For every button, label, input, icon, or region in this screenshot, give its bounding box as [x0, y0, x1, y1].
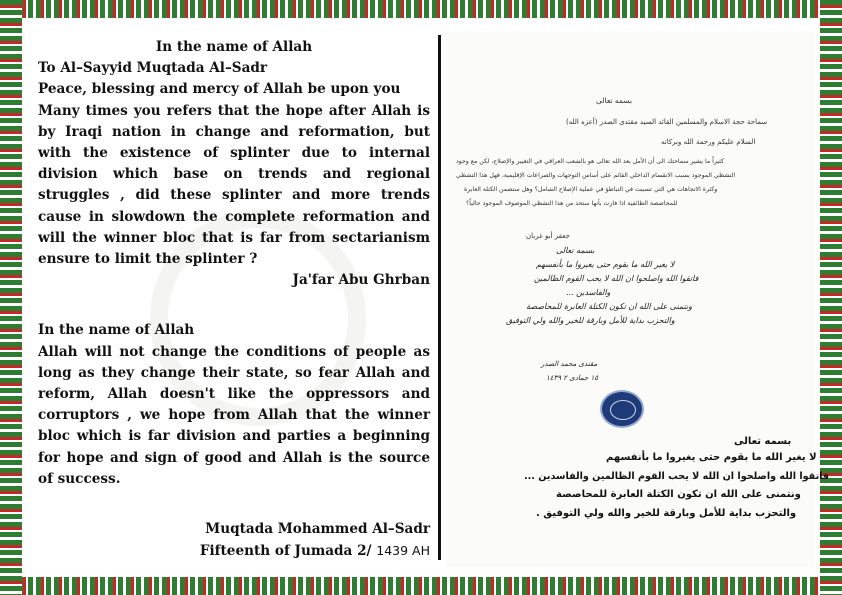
arabic-document-image — [446, 32, 830, 567]
doc-handwritten-line: لا يغير الله ما بقوم حتى يغيروا ما بأنفسهم — [536, 260, 675, 269]
doc-greeting: السلام عليكم ورحمة الله وبركاته — [661, 138, 756, 146]
doc-salutation: سماحة حجة الاسلام والمسلمين القائد السيد مقتدى الصدر (أعزه الله) — [566, 118, 768, 126]
question-body: Many times you refers that the hope after Allah is by Iraqi nation in change and reformation, but with the existence of splinter due to internal division which base on trends and regional struggles , did these splinter and more trends cause in slowdown the complete reformation and will the winner bloc that is far from sectarianism ensure to limit the splinter ? — [38, 102, 430, 268]
doc-basmala: بسمه تعالى — [596, 96, 633, 105]
answer-signature-name: Muqtada Mohammed Al–Sadr — [205, 521, 430, 538]
doc-printed-line: فاتقوا الله واصلحوا ان الله لا يحب القوم الظالمين والفاسدين ... — [524, 471, 830, 482]
english-translation — [38, 37, 430, 562]
question-greeting: Peace, blessing and mercy of Allah be upon you — [38, 81, 401, 98]
answer-date — [38, 540, 430, 562]
doc-question-line: التشظي الموجود بسبب الانقسام الداخلي القائم على أساس التوجهات والصراعات الإقليمية، فهل هذا التشظي — [456, 172, 736, 179]
question-signature: Ja'far Abu Ghrban — [292, 272, 430, 289]
doc-handwritten-date: ١٥ جمادى ٢ ١٤٣٩ — [546, 374, 599, 382]
answer-body: Allah will not change the conditions of people as long as they change their state, so fear Allah and reform, Allah doesn't like the oppressors and corruptors , we hope from Allah that the winner bloc which is far division and parties a beginning for hope and sign of good and Allah is the source of success. — [38, 343, 430, 487]
decorative-border-top — [0, 0, 842, 18]
decorative-border-left — [0, 0, 22, 595]
doc-printed-line: والتحزب بداية للأمل وبارقة للخير والله ولي التوفيق . — [536, 508, 797, 519]
doc-question-line: للمحاصصة الطائفية اذا فازت بأنها ستحد من هذا التشظي الموصوف الموجود حالياً؟ — [466, 200, 678, 207]
doc-handwritten-line: والفاسدين ... — [566, 288, 611, 297]
column-divider — [438, 35, 441, 560]
decorative-border-bottom — [0, 577, 842, 595]
doc-handwritten-signature: مقتدى محمد الصدر — [541, 360, 598, 368]
doc-printed-line: ونتمنى على الله ان تكون الكتلة العابرة للمحاصصة — [556, 489, 801, 500]
doc-handwritten-line: والتحزب بداية للأمل وبارقة للخير والله ولي التوفيق — [506, 316, 675, 325]
official-seal-icon — [600, 390, 644, 428]
doc-handwritten-line: فاتقوا الله واصلحوا ان الله لا يحب القوم الظالمين — [534, 274, 699, 283]
answer-date-text: Fifteenth of Jumada 2/ — [199, 543, 372, 560]
doc-question-line: كثيراً ما يشير سماحتك الى أن الأمل بعد الله تعالى هو بالشعب العراقي في التغيير والإصلاح، لكن مع وجود — [456, 158, 724, 165]
answer-date-year: 1439 AH — [376, 543, 430, 559]
doc-question-line: وكثرة الاتجاهات هي التي تسببت في التباطؤ في عملية الإصلاح الشامل؟ وهل ستضمن الكتلة العابرة — [464, 186, 718, 193]
doc-printed-line: لا يغير الله ما بقوم حتى يغيروا ما بأنفسهم — [606, 452, 817, 463]
doc-handwritten-line: ونتمنى على الله ان تكون الكتلة العابرة للمحاصصة — [526, 302, 692, 311]
doc-handwritten-line: بسمه تعالى — [556, 246, 595, 255]
decorative-border-right — [820, 0, 842, 595]
doc-questioner: جعفر أبو غربان — [526, 232, 570, 240]
doc-printed-line: بسمه تعالى — [734, 436, 792, 447]
question-addressee: To Al–Sayyid Muqtada Al–Sadr — [38, 60, 268, 77]
question-opening: In the name of Allah — [155, 39, 313, 55]
answer-opening: In the name of Allah — [38, 322, 195, 339]
